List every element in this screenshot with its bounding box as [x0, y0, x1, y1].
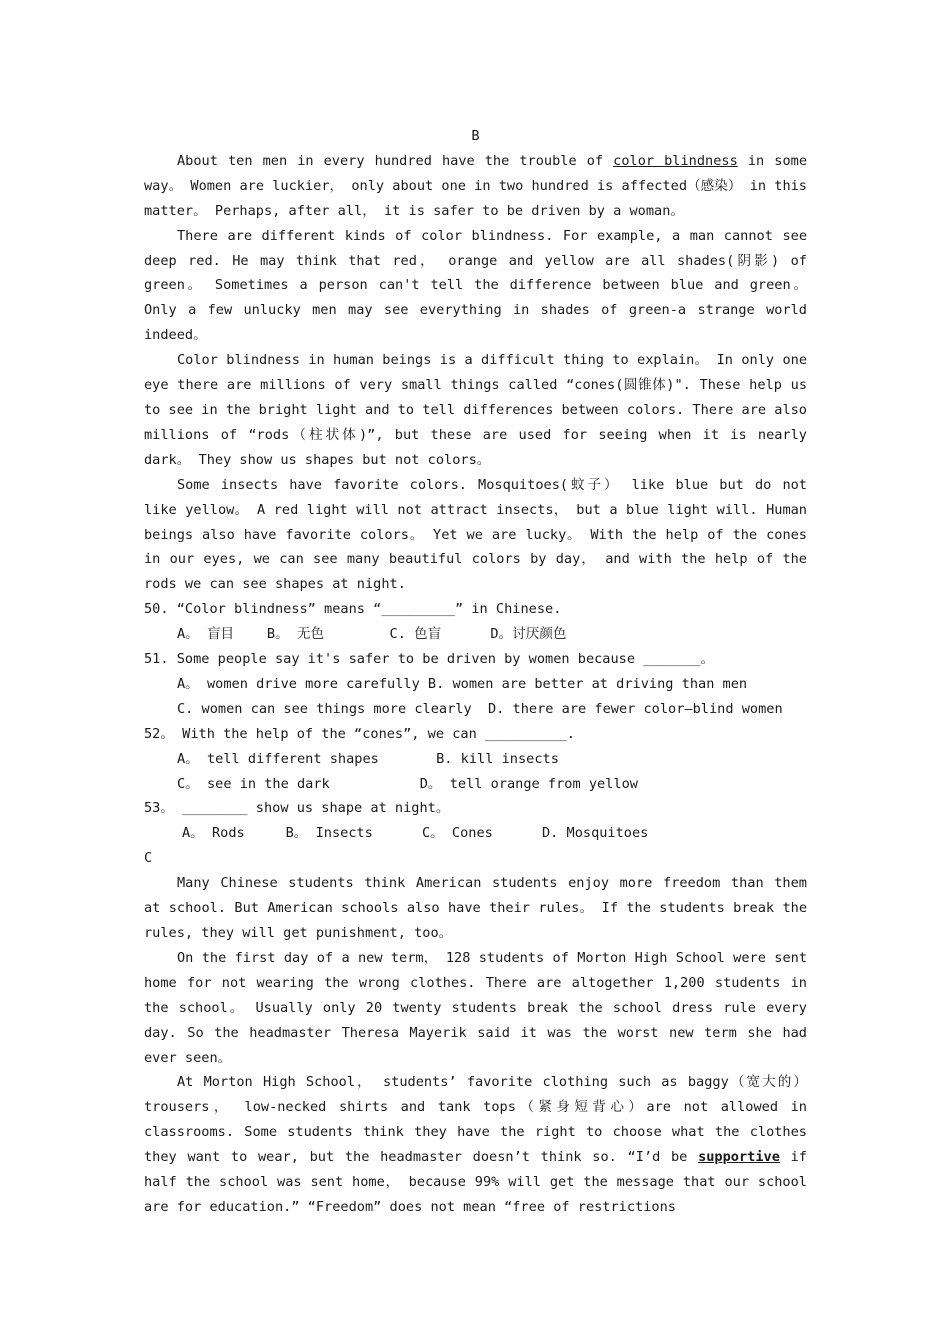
- question-51: 51. Some people say it's safer to be driven by women because _______。: [144, 651, 715, 668]
- document-page: [144, 124, 807, 1220]
- question-51-options-ab: A。 women drive more carefully B. women are better at driving than men: [177, 675, 748, 692]
- underlined-bold-term: supportive: [698, 1149, 780, 1166]
- section-c-title: C: [144, 850, 153, 867]
- underlined-term: color blindness: [613, 152, 738, 169]
- question-52-options-ab: A。 tell different shapes B. kill insects: [177, 750, 559, 767]
- section-b-paragraph-3: Color blindness in human beings is a difficult thing to explain。 In only one eye there are millions of very small things called “cones(圆锥体)". These help us to see in the bright light and to tell differences between colors. There are also millions of “rods（柱状体)”, but these are used for seeing when it is nearly dark。 They show us shapes but not colors。: [144, 352, 807, 468]
- section-c-paragraph-3: At Morton High School， students’ favorite clothing such as baggy（宽大的）trousers， low-necked shirts and tank tops（紧身短背心）are not allowed in classrooms. Some students think they have the right to choose what the clothes they want to wear, but the headmaster doesn’t think so. “I’d be supportive if half the school was sent home， because 99% will get the message that our school are for education.” “Freedom” does not mean “free of restrictions: [144, 1074, 807, 1215]
- section-c-paragraph-2: On the first day of a new term， 128 students of Morton High School were sent home for not wearing the wrong clothes. There are altogether 1,200 students in the school。 Usually only 20 twenty students break the school dress rule every day. So the headmaster Theresa Mayerik said it was the worst new term she had ever seen。: [144, 949, 807, 1066]
- question-52: 52。 With the help of the “cones”, we can __________.: [144, 725, 575, 742]
- question-50: 50. “Color blindness” means “_________” in Chinese.: [144, 601, 562, 618]
- section-b-paragraph-2: There are different kinds of color blindness. For example, a man cannot see deep red. He may think that red， orange and yellow are all shades(阴影) of green。 Sometimes a person can't tell the difference between blue and green。 Only a few unlucky men may see everything in shades of green-a strange world indeed。: [144, 227, 807, 344]
- question-51-options-cd: C. women can see things more clearly D. there are fewer color—blind women: [177, 700, 783, 717]
- question-53-options: A。 Rods B。 Insects C。 Cones D. Mosquitoes: [182, 825, 649, 842]
- section-b-paragraph-1: About ten men in every hundred have the trouble of color blindness in some way。 Women are luckier， only about one in two hundred is affected（感染） in this matter。 Perhaps, after all， it is safer to be driven by a woman。: [144, 152, 808, 219]
- section-b-title: B: [471, 128, 480, 144]
- question-52-options-cd: C。 see in the dark D。 tell orange from yellow: [177, 775, 638, 792]
- section-c-paragraph-1: Many Chinese students think American students enjoy more freedom than them at school. But American schools also have their rules。 If the students break the rules, they will get punishment, too。: [144, 875, 807, 941]
- section-b-paragraph-4: Some insects have favorite colors. Mosquitoes(蚊子） like blue but do not like yellow。 A red light will not attract insects， but a blue light will. Human beings also have favorite colors。 Yet we are lucky。 With the help of the cones in our eyes, we can see many beautiful colors by day， and with the help of the rods we can see shapes at night.: [144, 476, 807, 593]
- question-53: 53。 ________ show us shape at night。: [144, 800, 450, 817]
- question-50-options: A。 盲目 B。 无色 C. 色盲 D。讨厌颜色: [177, 626, 567, 643]
